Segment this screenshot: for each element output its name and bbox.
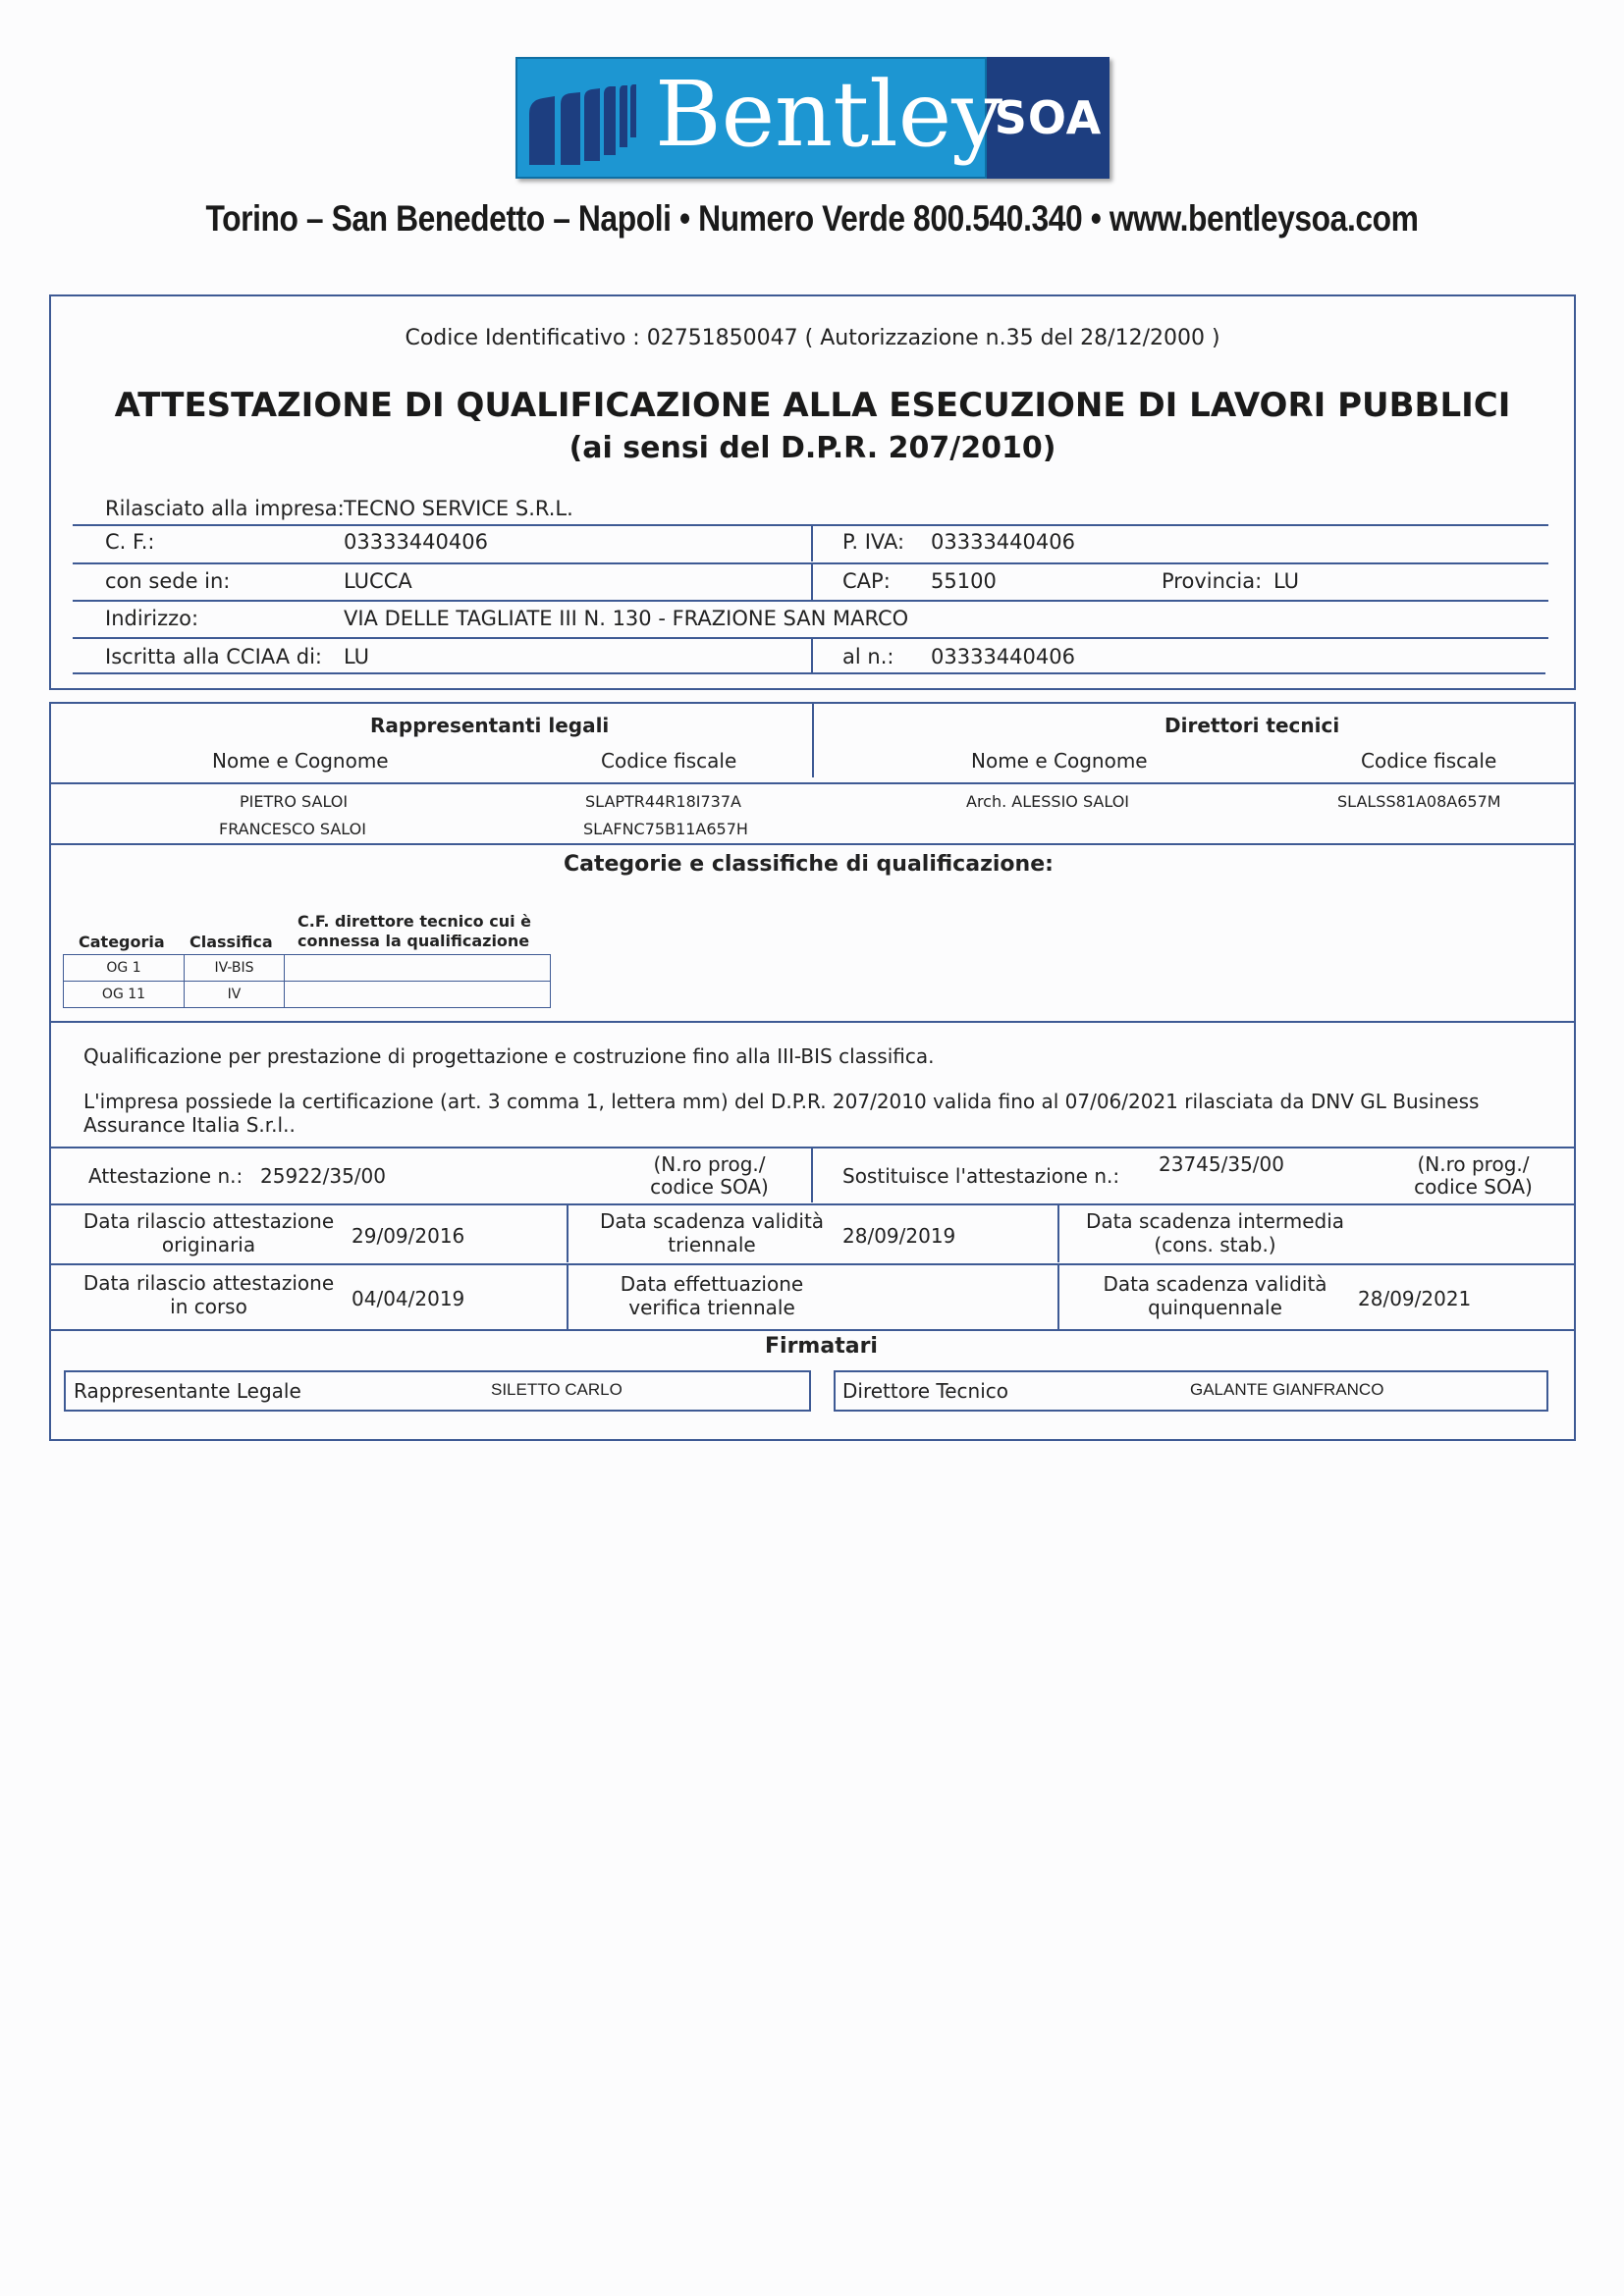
divider (811, 1148, 813, 1202)
dir-name-1: Arch. ALESSIO SALOI (966, 792, 1130, 811)
divider (811, 526, 813, 561)
sostituisce-value: 23745/35/00 (1159, 1152, 1284, 1176)
rapp-legali-title: Rappresentanti legali (370, 714, 610, 737)
scad-interm-label-1: Data scadenza intermedia (1085, 1209, 1345, 1233)
attestazione-value: 25922/35/00 (260, 1164, 386, 1188)
cf-value: 03333440406 (344, 530, 488, 554)
scad-interm-label-2: (cons. stab.) (1154, 1233, 1276, 1256)
divider (812, 703, 814, 777)
scad-trien-label-1: Data scadenza validità (599, 1209, 825, 1233)
cf-dir-header-1: C.F. direttore tecnico cui è (298, 912, 532, 931)
indirizzo-value: VIA DELLE TAGLIATE III N. 130 - FRAZIONE SAN MARCO (344, 607, 909, 630)
nprog-1b: codice SOA) (650, 1175, 769, 1199)
note-certificazione-1: L'impresa possiede la certificazione (art. 3 comma 1, lettera mm) del D.P.R. 207/2010 valida fino al 07/06/2021 rilasciata da DNV GL Business (83, 1090, 1480, 1113)
nprog-2b: codice SOA) (1414, 1175, 1533, 1199)
indirizzo-label: Indirizzo: (105, 607, 199, 630)
logo-wordmark: Bentley (655, 62, 1003, 167)
scad-quinq-value: 28/09/2021 (1358, 1287, 1472, 1310)
document-title: ATTESTAZIONE DI QUALIFICAZIONE ALLA ESECUZIONE DI LAVORI PUBBLICI (114, 386, 1511, 425)
note-certificazione-2: Assurance Italia S.r.l.. (83, 1113, 296, 1137)
nprog-2a: (N.ro prog./ (1417, 1152, 1530, 1176)
rapp-legale-name: SILETTO CARLO (491, 1380, 623, 1399)
divider (1057, 1265, 1059, 1329)
provincia-value: LU (1273, 569, 1300, 593)
cf-dir-header-2: connessa la qualificazione (298, 932, 530, 950)
scad-quinq-label-2: quinquennale (1148, 1296, 1282, 1319)
rapp-cf-header: Codice fiscale (601, 749, 737, 773)
rilascio-corso-value: 04/04/2019 (352, 1287, 465, 1310)
scad-trien-label-2: triennale (668, 1233, 756, 1256)
cciaa-value: LU (344, 645, 370, 668)
scad-quinq-label-1: Data scadenza validità (1103, 1272, 1327, 1296)
rapp-name-2: FRANCESCO SALOI (219, 820, 366, 838)
scad-trien-value: 28/09/2019 (842, 1224, 956, 1248)
codice-identificativo: Codice Identificativo : 02751850047 ( Autorizzazione n.35 del 28/12/2000 ) (405, 326, 1220, 350)
cap-label: CAP: (842, 569, 891, 593)
divider (73, 672, 1545, 674)
verifica-label-1: Data effettuazione (620, 1272, 804, 1296)
divider (50, 843, 1575, 845)
aln-label: al n.: (842, 645, 894, 668)
document-subtitle: (ai sensi del D.P.R. 207/2010) (568, 431, 1056, 465)
cap-value: 55100 (931, 569, 997, 593)
rapp-legale-label: Rappresentante Legale (74, 1379, 301, 1403)
rilascio-orig-label-1: Data rilascio attestazione (82, 1209, 335, 1233)
colonnade-icon (525, 82, 643, 165)
rilascio-corso-label-2: in corso (170, 1295, 247, 1318)
rilascio-orig-value: 29/09/2016 (352, 1224, 465, 1248)
sostituisce-label: Sostituisce l'attestazione n.: (842, 1164, 1120, 1188)
divider (567, 1265, 568, 1329)
rilascio-corso-label-1: Data rilascio attestazione (82, 1271, 335, 1295)
piva-label: P. IVA: (842, 530, 905, 554)
divider (50, 1263, 1575, 1265)
note-qualificazione: Qualificazione per prestazione di progettazione e costruzione fino alla III-BIS classifica. (83, 1044, 935, 1068)
dir-cf-header: Codice fiscale (1361, 749, 1497, 773)
dir-tecnico-name: GALANTE GIANFRANCO (1190, 1380, 1384, 1399)
divider (50, 1203, 1575, 1205)
categorie-title: Categorie e classifiche di qualificazione: (564, 852, 1054, 877)
cls-cell: IV (184, 981, 285, 1008)
sede-value: LUCCA (344, 569, 412, 593)
cat-cell: OG 11 (63, 981, 185, 1008)
cat-cell: OG 1 (63, 954, 185, 982)
company-info-box (49, 294, 1576, 690)
divider (567, 1205, 568, 1262)
rilasciato-label: Rilasciato alla impresa: (105, 497, 345, 520)
divider (50, 1021, 1575, 1023)
verifica-label-2: verifica triennale (628, 1296, 795, 1319)
dir-cf-1: SLALSS81A08A657M (1337, 792, 1501, 811)
dir-tecnico-label: Direttore Tecnico (842, 1379, 1008, 1403)
piva-value: 03333440406 (931, 530, 1075, 554)
cf-cell (284, 981, 551, 1008)
rilasciato-value: TECNO SERVICE S.R.L. (344, 497, 573, 520)
logo-soa: SOA (987, 57, 1110, 179)
rapp-cf-2: SLAFNC75B11A657H (583, 820, 748, 838)
dir-nome-header: Nome e Cognome (971, 749, 1148, 773)
categoria-header: Categoria (79, 933, 165, 951)
cciaa-label: Iscritta alla CCIAA di: (105, 645, 322, 668)
provincia-label: Provincia: (1162, 569, 1263, 593)
cf-label: C. F.: (105, 530, 155, 554)
sede-label: con sede in: (105, 569, 231, 593)
nprog-1a: (N.ro prog./ (653, 1152, 766, 1176)
firmatari-title: Firmatari (765, 1334, 878, 1359)
rilascio-orig-label-2: originaria (161, 1233, 256, 1256)
rapp-cf-1: SLAPTR44R18I737A (585, 792, 741, 811)
rapp-name-1: PIETRO SALOI (240, 792, 349, 811)
divider (50, 782, 1575, 784)
divider (811, 564, 813, 600)
rapp-nome-header: Nome e Cognome (212, 749, 389, 773)
divider (811, 639, 813, 674)
dir-tecnici-title: Direttori tecnici (1164, 714, 1340, 737)
contact-tagline: Torino – San Benedetto – Napoli • Numero Verde 800.540.340 • www.bentleysoa.com (205, 198, 1419, 239)
classifica-header: Classifica (189, 933, 273, 951)
attestazione-label: Attestazione n.: (88, 1164, 244, 1188)
cls-cell: IV-BIS (184, 954, 285, 982)
cf-cell (284, 954, 551, 982)
divider (50, 1329, 1575, 1331)
logo-blue-panel (515, 57, 1003, 179)
aln-value: 03333440406 (931, 645, 1075, 668)
divider (73, 600, 1548, 602)
divider (1057, 1205, 1059, 1262)
bentley-soa-logo (515, 57, 1110, 179)
